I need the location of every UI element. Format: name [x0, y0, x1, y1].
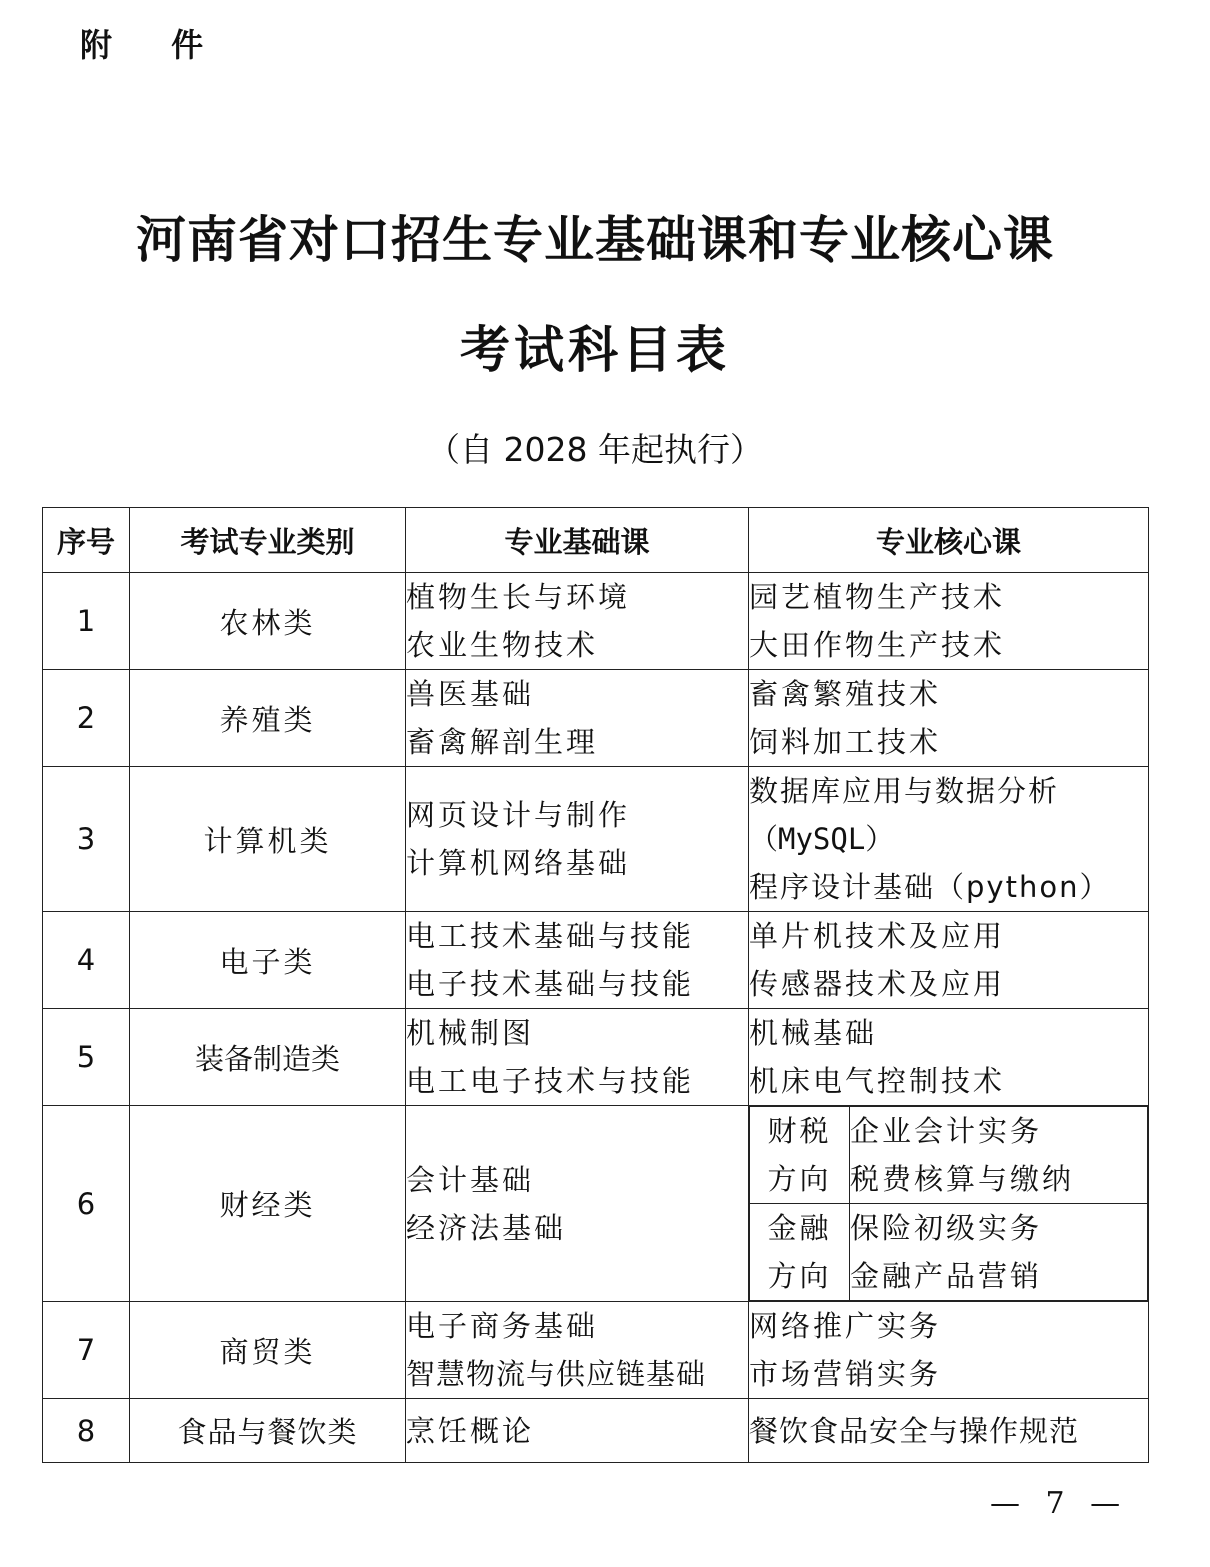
course-item: 网络推广实务 [749, 1309, 942, 1343]
direction-label-text: 财税 [767, 1114, 832, 1148]
course-item: 烹饪概论 [406, 1413, 535, 1448]
header-core-courses: 专业核心课 [749, 508, 1149, 573]
table-header-row [43, 508, 1149, 573]
row-basic-courses [406, 767, 749, 912]
row-category: 电子类 [130, 912, 406, 1009]
row-basic-courses [406, 1009, 749, 1106]
row-number: 8 [43, 1399, 130, 1463]
table-row [43, 1399, 1149, 1463]
direction-label [750, 1204, 850, 1301]
row-basic-courses [406, 1106, 749, 1302]
row-category: 财经类 [130, 1106, 406, 1302]
course-item: 经济法基础 [406, 1210, 567, 1245]
row-number: 7 [43, 1302, 130, 1399]
course-item: 机床电气控制技术 [749, 1064, 1006, 1098]
course-item: 单片机技术及应用 [749, 919, 1006, 953]
direction-table [749, 1106, 1148, 1301]
course-item: 智慧物流与供应链基础 [406, 1357, 707, 1391]
course-item: 畜禽繁殖技术 [749, 677, 942, 711]
exam-subject-table [42, 507, 1149, 1463]
course-item: 电子技术基础与技能 [406, 967, 695, 1001]
direction-courses [850, 1204, 1148, 1301]
row-category: 养殖类 [130, 670, 406, 767]
row-basic-courses [406, 670, 749, 767]
table-row [43, 912, 1149, 1009]
course-item: 税费核算与缴纳 [850, 1162, 1075, 1196]
course-item: 大田作物生产技术 [749, 628, 1006, 662]
table-row [43, 1302, 1149, 1399]
page-number: — 7 — [990, 1486, 1129, 1521]
header-basic-courses: 专业基础课 [406, 508, 749, 573]
table-row [43, 1009, 1149, 1106]
attachment-label: 附 件 [80, 26, 228, 64]
direction-label-text: 方向 [767, 1162, 832, 1196]
page-title-line-2: 考试科目表 [460, 321, 730, 379]
row-core-courses [749, 1009, 1149, 1106]
row-basic-courses [406, 1302, 749, 1399]
course-item: 市场营销实务 [749, 1357, 942, 1391]
course-item: （MySQL） [749, 822, 895, 856]
course-item: 金融产品营销 [850, 1259, 1043, 1293]
row-core-courses [749, 670, 1149, 767]
table-row [43, 670, 1149, 767]
course-item: 植物生长与环境 [406, 580, 631, 614]
direction-row-finance [750, 1204, 1148, 1301]
page-title-line-1: 河南省对口招生专业基础课和专业核心课 [136, 211, 1054, 269]
course-item: 保险初级实务 [850, 1211, 1043, 1245]
course-item: 计算机网络基础 [406, 846, 631, 880]
direction-courses [850, 1107, 1148, 1204]
row-core-courses [749, 912, 1149, 1009]
row-number: 1 [43, 573, 130, 670]
row-basic-courses [406, 573, 749, 670]
table-row [43, 767, 1149, 912]
effective-date-subtitle: （自 2028 年起执行） [427, 430, 763, 469]
row-core-courses [749, 573, 1149, 670]
course-item: 数据库应用与数据分析 [749, 774, 1060, 808]
course-item: 电工技术基础与技能 [406, 919, 695, 953]
header-number: 序号 [43, 508, 130, 573]
direction-label-text: 方向 [767, 1259, 832, 1293]
course-item: 机械制图 [406, 1016, 535, 1050]
course-item: 农业生物技术 [406, 628, 599, 662]
row-number: 4 [43, 912, 130, 1009]
row-number: 3 [43, 767, 130, 912]
row-core-courses [749, 767, 1149, 912]
direction-label-text: 金融 [767, 1211, 832, 1245]
course-item: 企业会计实务 [850, 1114, 1043, 1148]
table-row [43, 1106, 1149, 1302]
course-item: 会计基础 [406, 1162, 535, 1197]
course-item: 电工电子技术与技能 [406, 1064, 695, 1098]
row-number: 5 [43, 1009, 130, 1106]
direction-label [750, 1107, 850, 1204]
header-category: 考试专业类别 [130, 508, 406, 573]
course-item: 程序设计基础（python） [749, 870, 1111, 904]
row-category: 食品与餐饮类 [130, 1399, 406, 1463]
course-item: 电子商务基础 [406, 1309, 599, 1343]
course-item: 网页设计与制作 [406, 798, 631, 832]
row-category: 商贸类 [130, 1302, 406, 1399]
table-row [43, 573, 1149, 670]
row-core-directions [749, 1106, 1149, 1302]
course-item: 传感器技术及应用 [749, 967, 1006, 1001]
row-basic-courses [406, 912, 749, 1009]
course-item: 饲料加工技术 [749, 725, 942, 759]
row-category: 农林类 [130, 573, 406, 670]
row-core-courses [749, 1399, 1149, 1463]
course-item: 机械基础 [749, 1016, 878, 1050]
course-item: 餐饮食品安全与操作规范 [749, 1413, 1080, 1448]
row-core-courses [749, 1302, 1149, 1399]
course-item: 园艺植物生产技术 [749, 580, 1006, 614]
row-category: 计算机类 [130, 767, 406, 912]
row-number: 6 [43, 1106, 130, 1302]
course-item: 兽医基础 [406, 677, 535, 711]
row-category: 装备制造类 [130, 1009, 406, 1106]
row-number: 2 [43, 670, 130, 767]
course-item: 畜禽解剖生理 [406, 725, 599, 759]
row-basic-courses [406, 1399, 749, 1463]
direction-row-tax [750, 1107, 1148, 1204]
